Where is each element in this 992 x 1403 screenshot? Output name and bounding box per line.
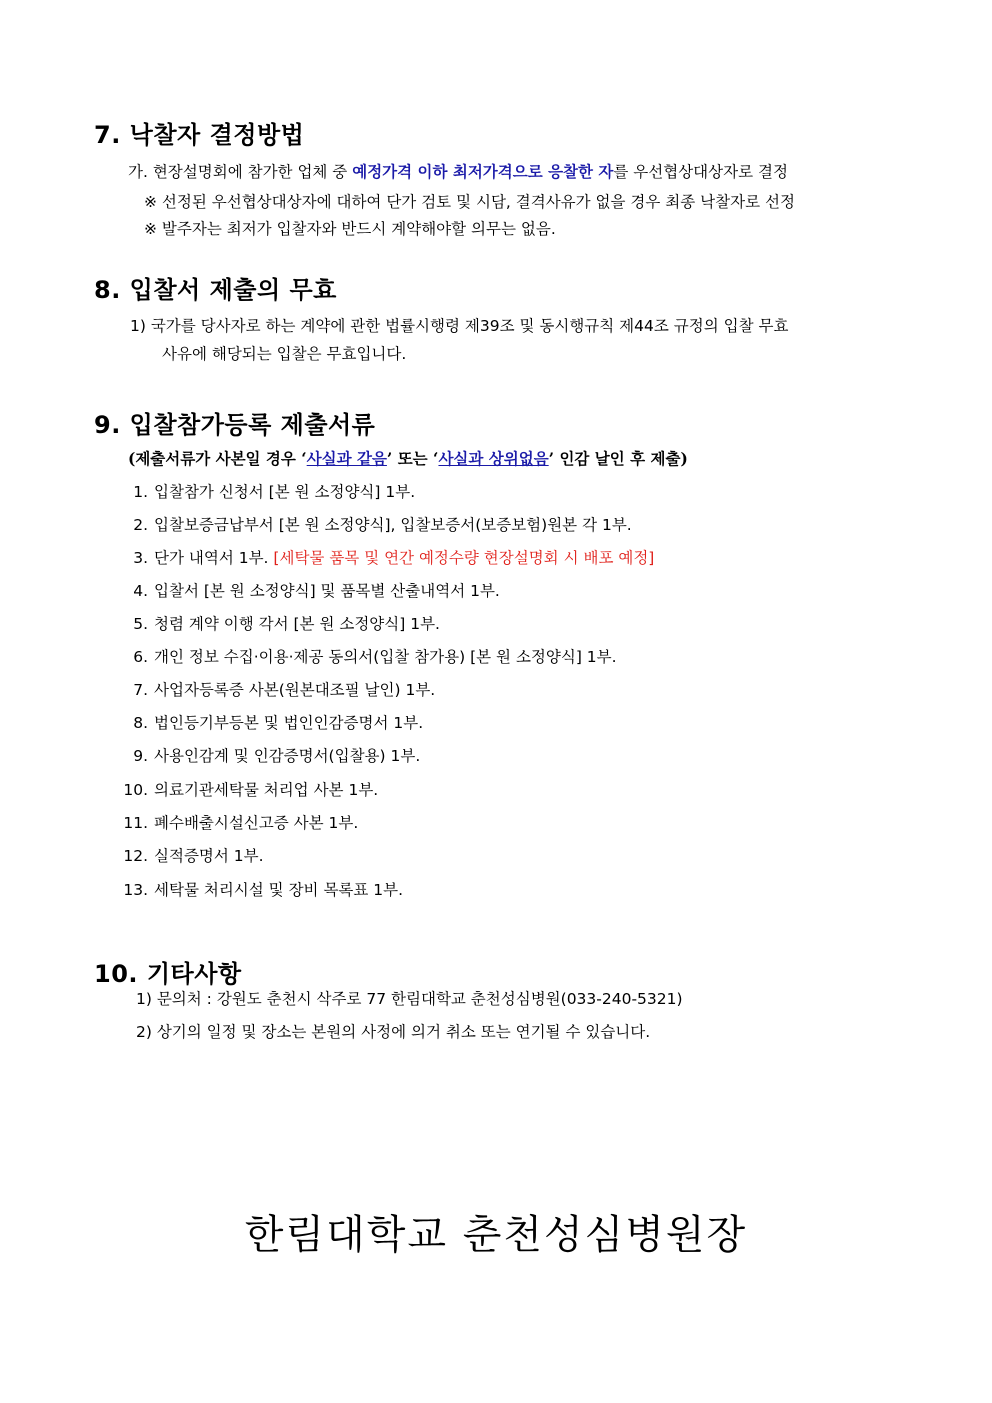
section-8-item-1-line-2: 사유에 해당되는 입찰은 무효입니다. <box>162 345 407 363</box>
list-item: 1. 입찰참가 신청서 [본 원 소정양식] 1부. <box>133 483 416 501</box>
section-8-title: 8. 입찰서 제출의 무효 <box>94 276 337 304</box>
list-item: 10. 의료기관세탁물 처리업 사본 1부. <box>123 781 379 799</box>
list-item: 5. 청렴 계약 이행 각서 [본 원 소정양식] 1부. <box>133 615 440 633</box>
list-item: 3. 단가 내역서 1부. [세탁물 품목 및 연간 예정수량 현장설명회 시 배포 예정] <box>133 549 655 567</box>
section-10-item-2: 2) 상기의 일정 및 장소는 본원의 사정에 의거 취소 또는 연기될 수 있습니다. <box>136 1023 651 1041</box>
list-item: 2. 입찰보증금납부서 [본 원 소정양식], 입찰보증서(보증보험)원본 각 1부. <box>133 516 632 534</box>
section-9-note <box>128 449 688 469</box>
section-9-title: 9. 입찰참가등록 제출서류 <box>94 411 376 439</box>
list-item: 8. 법인등기부등본 및 법인인감증명서 1부. <box>133 714 424 732</box>
section-7-item-a-emphasis: 예정가격 이하 최저가격으로 응찰한 자 <box>352 163 614 181</box>
section-7-item-a <box>128 162 788 182</box>
section-10-title: 10. 기타사항 <box>94 960 242 988</box>
section-7-note-1: ※ 선정된 우선협상대상자에 대하여 단가 검토 및 시담, 결격사유가 없을 경우 최종 낙찰자로 선정 <box>144 193 795 211</box>
section-9-note-underline-2: 사실과 상위없음 <box>438 449 549 468</box>
list-item-red-note: [세탁물 품목 및 연간 예정수량 현장설명회 시 배포 예정] <box>273 549 655 567</box>
section-9-note-mid: ’ 또는 ‘ <box>386 449 439 468</box>
issuer-signature: 한림대학교 춘천성심병원장 <box>244 1212 748 1258</box>
section-7-item-a-pre: 가. 현장설명회에 참가한 업체 중 <box>128 163 353 181</box>
list-item: 4. 입찰서 [본 원 소정양식] 및 품목별 산출내역서 1부. <box>133 582 500 600</box>
section-9-note-underline-1: 사실과 같음 <box>306 449 387 468</box>
list-item: 6. 개인 정보 수집·이용·제공 동의서(입찰 참가용) [본 원 소정양식] 1부. <box>133 648 617 666</box>
section-10-item-1: 1) 문의처 : 강원도 춘천시 삭주로 77 한림대학교 춘천성심병원(033-240-5321) <box>136 990 683 1008</box>
list-item: 11. 폐수배출시설신고증 사본 1부. <box>123 814 359 832</box>
section-7-title: 7. 낙찰자 결정방법 <box>94 121 305 149</box>
section-7-note-2: ※ 발주자는 최저가 입찰자와 반드시 계약해야할 의무는 없음. <box>144 220 556 238</box>
section-8-item-1-line-1: 1) 국가를 당사자로 하는 계약에 관한 법률시행령 제39조 및 동시행규칙 제44조 규정의 입찰 무효 <box>130 317 789 335</box>
list-item: 12. 실적증명서 1부. <box>123 847 264 865</box>
list-item: 13. 세탁물 처리시설 및 장비 목록표 1부. <box>123 881 404 899</box>
list-item: 7. 사업자등록증 사본(원본대조필 날인) 1부. <box>133 681 436 699</box>
section-9-note-pre: (제출서류가 사본일 경우 ‘ <box>128 449 307 468</box>
section-9-note-post: ’ 인감 날인 후 제출) <box>548 449 688 468</box>
section-7-item-a-post: 를 우선협상대상자로 결정 <box>613 163 788 181</box>
list-item: 9. 사용인감계 및 인감증명서(입찰용) 1부. <box>133 747 421 765</box>
